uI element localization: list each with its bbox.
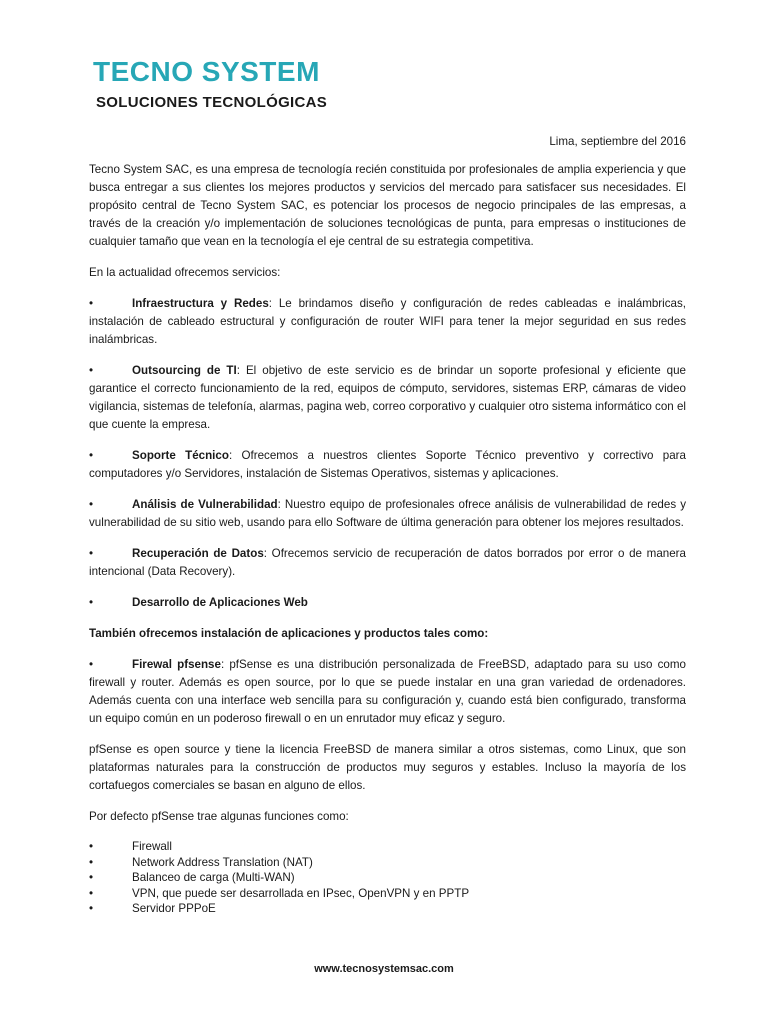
- product-item-firewall: [89, 656, 686, 728]
- service-item-recuperacion: [89, 545, 686, 581]
- bullet: •: [89, 840, 94, 853]
- services-intro: En la actualidad ofrecemos servicios:: [89, 266, 281, 279]
- bullet: •: [89, 364, 94, 377]
- service-item-desarrollo-web: [89, 594, 686, 612]
- bullet: •: [89, 855, 94, 869]
- service-text: : El objetivo de este servicio es de brindar un soporte profesional y eficiente que garantice el correcto funcionamiento de la red, equipos de cómputo, servidores, sistemas ERP, cámaras de video vigilancia, sistemas de telefonía, alarmas, pagina web, correo corporativo y cualquier otro sistema informático con el que cuente la empresa.: [89, 364, 686, 431]
- service-item-vulnerabilidad: [89, 496, 686, 532]
- list-item: • Network Address Translation (NAT): [89, 855, 313, 869]
- service-text: : Nuestro equipo de profesionales ofrece análisis de vulnerabilidad de redes y vulnerabilidad de su sitio web, usando para ello Software de última generación para obtener los mejores resultados.: [89, 498, 686, 529]
- footer-website: www.tecnosystemsac.com: [314, 963, 454, 975]
- intro-paragraph: Tecno System SAC, es una empresa de tecnología recién constituida por profesionales de amplia experiencia y que busca entregar a sus clientes los mejores productos y servicios del mercado para satisfacer sus necesidades. El propósito central de Tecno System SAC, es potenciar los procesos de negocio principales de las empresas, a través de la creación y/o implementación de soluciones tecnológicas de punta, para empresas o instituciones de cualquier tamaño que vean en la tecnología el eje central de su estrategia competitiva.: [89, 163, 686, 248]
- service-text: : Ofrecemos servicio de recuperación de datos borrados por error o de manera intencional (Data Recovery).: [89, 547, 686, 578]
- service-item-infraestructura: [89, 295, 686, 349]
- letter-body: [89, 133, 686, 917]
- bullet: •: [89, 886, 94, 900]
- service-title: Soporte Técnico: [132, 449, 229, 462]
- service-title: Desarrollo de Aplicaciones Web: [132, 596, 308, 609]
- service-title: Outsourcing de TI: [132, 364, 237, 377]
- service-title: Recuperación de Datos: [132, 547, 264, 560]
- service-title: Análisis de Vulnerabilidad: [132, 498, 278, 511]
- bullet: •: [89, 498, 94, 511]
- logo-subtitle: SOLUCIONES TECNOLÓGICAS: [96, 94, 328, 111]
- bullet: •: [89, 547, 94, 560]
- letter-date: Lima, septiembre del 2016: [549, 135, 686, 148]
- service-item-soporte: [89, 447, 686, 483]
- logo-title: TECNO SYSTEM: [93, 56, 320, 87]
- service-item-outsourcing: [89, 362, 686, 434]
- bullet: •: [89, 902, 94, 915]
- list-item: • VPN, que puede ser desarrollada en IPsec, OpenVPN y en PPTP: [89, 886, 470, 900]
- functions-intro: Por defecto pfSense trae algunas funciones como:: [89, 810, 349, 823]
- service-text: : Le brindamos diseño y configuración de redes cableadas e inalámbricas, instalación de cableado estructural y configuración de router WIFI para tener la mejor seguridad en sus redes inalámbricas.: [89, 297, 686, 346]
- functions-list: [89, 839, 686, 917]
- bullet: •: [89, 449, 94, 462]
- company-logo: [88, 52, 340, 130]
- product-text: : pfSense es una distribución personalizada de FreeBSD, adaptado para su uso como firewall y router. Además es open source, por lo que se puede instalar en una gran variedad de ordenadores. Además cuenta con una interface web sencilla para su configuración y, cuando está bien configurado, transforma un equipo común en un poderoso firewall o en un enrutador muy eficaz y seguro.: [89, 658, 686, 725]
- bullet: •: [89, 871, 94, 884]
- list-item: • Balanceo de carga (Multi-WAN): [89, 871, 295, 884]
- product-title: Firewal pfsense: [132, 658, 221, 671]
- service-title: Infraestructura y Redes: [132, 297, 269, 310]
- bullet: •: [89, 297, 94, 310]
- service-text: : Ofrecemos a nuestros clientes Soporte Técnico preventivo y correctivo para computadores y/o Servidores, instalación de Sistemas Operativos, sistemas y aplicaciones.: [89, 449, 686, 480]
- list-item: • Firewall: [89, 840, 172, 853]
- products-heading: También ofrecemos instalación de aplicaciones y productos tales como:: [89, 627, 489, 640]
- bullet: •: [89, 596, 94, 609]
- bullet: •: [89, 658, 94, 671]
- list-item: • Servidor PPPoE: [89, 902, 216, 915]
- pfsense-paragraph: pfSense es open source y tiene la licencia FreeBSD de manera similar a otros sistemas, como Linux, que son plataformas naturales para la construcción de productos muy seguros y estables. Incluso la mayoría de los cortafuegos comerciales se basan en alguno de ellos.: [89, 743, 686, 792]
